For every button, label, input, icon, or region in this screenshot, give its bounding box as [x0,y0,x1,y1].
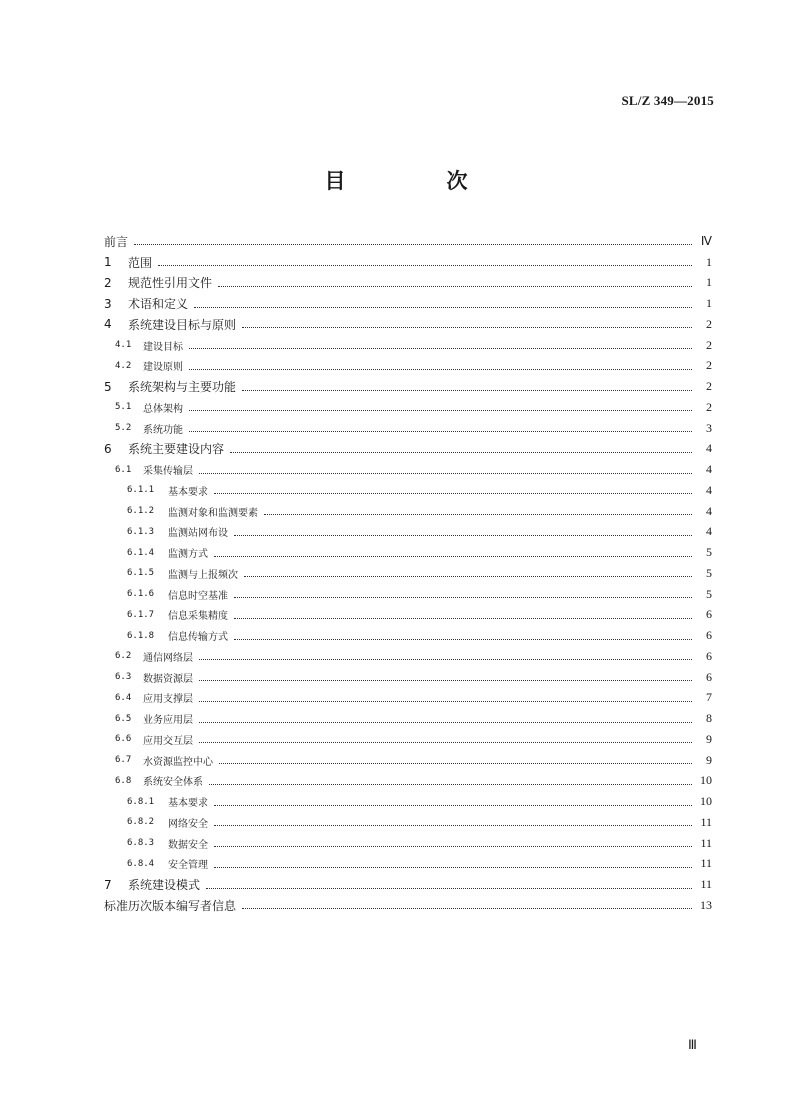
toc-leader-dots [199,658,692,660]
toc-entry-label: 监测方式 [168,549,208,561]
toc-entry-number: 6.5 [115,713,132,724]
toc-entry-label: 总体架构 [143,403,183,415]
toc-entry-number: 5.1 [115,402,132,413]
toc-leader-dots [264,513,692,515]
standard-code: SL/Z 349—2015 [621,93,714,108]
toc-entry[interactable] [104,791,712,812]
toc-entry-page: 2 [706,379,712,394]
toc-entry-number: 6.1.8 [127,630,155,641]
toc-entry-label: 系统建设模式 [128,878,201,893]
toc-entry-number: 4.1 [115,340,132,351]
toc-entry-label: 规范性引用文件 [128,276,213,291]
toc-entry-number: 5.2 [115,423,132,434]
toc-entry-label: 前言 [104,234,129,249]
toc-leader-dots [206,887,692,889]
toc-entry-number: 6.8.3 [127,838,155,849]
toc-leader-dots [199,741,692,743]
toc-entry[interactable] [104,439,712,460]
toc-entry[interactable] [104,667,712,688]
toc-entry-number: 6.8.1 [127,796,155,807]
toc-entry-page: 2 [706,337,712,352]
toc-entry-label: 系统架构与主要功能 [128,380,237,395]
toc-entry-page: 6 [706,607,712,622]
toc-entry-number: 6.4 [115,692,132,703]
toc-entry-number: 6.8 [115,775,132,786]
toc-leader-dots [244,575,692,577]
toc-entry-label: 系统安全体系 [143,777,203,789]
toc-entry[interactable] [104,771,712,792]
toc-leader-dots [242,389,692,391]
toc-leader-dots [189,347,692,349]
toc-leader-dots [194,306,692,308]
toc-entry[interactable] [104,418,712,439]
toc-leader-dots [234,596,692,598]
toc-leader-dots [214,845,692,847]
toc-entry-number: 6.1.5 [127,568,155,579]
toc-entry-page: 7 [706,690,712,705]
toc-entry-page: 4 [706,524,712,539]
toc-entry-page: 1 [706,275,712,290]
toc-leader-dots [189,368,692,370]
toc-leader-dots [209,783,692,785]
toc-entry-number: 6.7 [115,755,132,766]
toc-entry-label: 监测对象和监测要素 [168,507,258,519]
toc-entry-page: 4 [706,441,712,456]
toc-entry-label: 应用支撑层 [143,694,193,706]
toc-entry-label: 建设目标 [143,341,183,353]
toc-leader-dots [199,472,692,474]
toc-entry-label: 数据资源层 [143,673,193,685]
toc-entry[interactable] [104,335,712,356]
toc-entry[interactable] [104,376,712,397]
toc-entry-page: 9 [706,731,712,746]
toc-entry-label: 信息时空基准 [168,590,228,602]
toc-entry[interactable] [104,542,712,563]
toc-entry-label: 基本要求 [168,486,208,498]
toc-leader-dots [214,824,692,826]
toc-entry-label: 水资源监控中心 [143,756,213,768]
toc-leader-dots [234,617,692,619]
toc-leader-dots [134,243,692,245]
toc-entry[interactable] [104,584,712,605]
toc-entry-label: 基本要求 [168,798,208,810]
toc-entry-label: 通信网络层 [143,652,193,664]
toc-entry-label: 建设原则 [143,362,183,374]
toc-entry-page: 10 [700,794,712,809]
toc-entry-label: 信息传输方式 [168,632,228,644]
toc-entry[interactable] [104,688,712,709]
toc-entry-number: 6.3 [115,672,132,683]
toc-entry-page: 8 [706,711,712,726]
toc-entry-label: 监测站网布设 [168,528,228,540]
toc-leader-dots [189,409,692,411]
toc-entry-page: 1 [706,254,712,269]
toc-entry[interactable] [104,708,712,729]
toc-entry-page: 4 [706,482,712,497]
toc-entry[interactable] [104,563,712,584]
toc-entry-number: 4.2 [115,360,132,371]
table-of-contents [104,231,712,916]
toc-leader-dots [242,326,692,328]
toc-entry[interactable] [104,501,712,522]
toc-entry-label: 网络安全 [168,818,208,830]
toc-entry-page: 6 [706,628,712,643]
toc-entry[interactable] [104,646,712,667]
toc-entry[interactable] [104,480,712,501]
toc-entry[interactable] [104,459,712,480]
toc-entry-label: 监测与上报频次 [168,569,238,581]
toc-entry[interactable] [104,812,712,833]
toc-entry-number: 3 [104,296,112,311]
toc-entry[interactable] [104,314,712,335]
toc-leader-dots [234,638,692,640]
toc-entry[interactable] [104,854,712,875]
toc-entry[interactable] [104,522,712,543]
toc-leader-dots [199,679,692,681]
toc-entry-page: 11 [700,814,712,829]
toc-entry-label: 信息采集精度 [168,611,228,623]
toc-entry[interactable] [104,833,712,854]
toc-entry-page: 13 [700,897,712,912]
toc-entry-label: 系统主要建设内容 [128,442,225,457]
toc-entry-number: 4 [104,317,112,332]
toc-entry-page: 3 [706,420,712,435]
toc-entry-number: 5 [104,379,112,394]
page-number: Ⅲ [688,1037,697,1052]
toc-entry-page: 5 [706,586,712,601]
toc-entry-number: 1 [104,255,112,270]
toc-leader-dots [189,430,692,432]
toc-entry[interactable] [104,729,712,750]
toc-leader-dots [214,492,692,494]
toc-entry-number: 6.8.4 [127,858,155,869]
toc-leader-dots [234,534,692,536]
toc-entry-number: 6.6 [115,734,132,745]
toc-entry[interactable] [104,625,712,646]
toc-entry-page: Ⅳ [700,233,712,248]
toc-entry-number: 6.1.7 [127,609,155,620]
toc-entry-page: 2 [706,316,712,331]
toc-entry-page: 11 [700,856,712,871]
toc-entry[interactable] [104,750,712,771]
toc-entry[interactable] [104,605,712,626]
toc-entry-label: 系统功能 [143,424,183,436]
toc-leader-dots [214,555,692,557]
toc-leader-dots [199,700,692,702]
toc-entry-label: 术语和定义 [128,297,189,312]
toc-entry-page: 2 [706,358,712,373]
toc-entry-number: 7 [104,877,112,892]
toc-entry-number: 6.1.6 [127,589,155,600]
toc-entry-label: 系统建设目标与原则 [128,317,237,332]
toc-entry-number: 2 [104,275,112,290]
toc-entry-page: 2 [706,399,712,414]
toc-leader-dots [218,285,692,287]
toc-entry-number: 6.8.2 [127,817,155,828]
toc-entry[interactable] [104,252,712,273]
toc-entry-page: 1 [706,296,712,311]
toc-entry-label: 应用交互层 [143,735,193,747]
toc-entry-page: 4 [706,462,712,477]
toc-entry-label: 数据安全 [168,839,208,851]
toc-leader-dots [199,721,692,723]
toc-leader-dots [230,451,692,453]
toc-entry-number: 6 [104,441,112,456]
toc-entry-page: 5 [706,565,712,580]
toc-entry-page: 9 [706,752,712,767]
toc-leader-dots [158,264,692,266]
toc-entry[interactable] [104,356,712,377]
toc-entry-page: 5 [706,545,712,560]
toc-leader-dots [214,804,692,806]
toc-entry-page: 11 [700,877,712,892]
toc-entry-page: 10 [700,773,712,788]
toc-leader-dots [214,866,692,868]
page-title: 目 次 [324,169,508,193]
toc-entry-label: 标准历次版本编写者信息 [104,898,237,913]
toc-entry-number: 6.1.4 [127,547,155,558]
toc-entry-page: 4 [706,503,712,518]
toc-entry-page: 6 [706,648,712,663]
toc-entry[interactable] [104,895,712,916]
toc-entry[interactable] [104,231,712,252]
toc-entry-number: 6.1 [115,464,132,475]
toc-entry-label: 范围 [128,255,153,270]
toc-entry-label: 业务应用层 [143,715,193,727]
toc-entry-label: 安全管理 [168,860,208,872]
toc-entry-label: 采集传输层 [143,466,193,478]
toc-entry-number: 6.1.3 [127,526,155,537]
toc-leader-dots [242,907,692,909]
toc-entry[interactable] [104,397,712,418]
toc-entry[interactable] [104,273,712,294]
toc-leader-dots [219,762,692,764]
toc-entry-number: 6.2 [115,651,132,662]
toc-entry-page: 6 [706,669,712,684]
toc-entry-page: 11 [700,835,712,850]
toc-entry[interactable] [104,874,712,895]
toc-entry[interactable] [104,293,712,314]
toc-entry-number: 6.1.2 [127,506,155,517]
toc-entry-number: 6.1.1 [127,485,155,496]
